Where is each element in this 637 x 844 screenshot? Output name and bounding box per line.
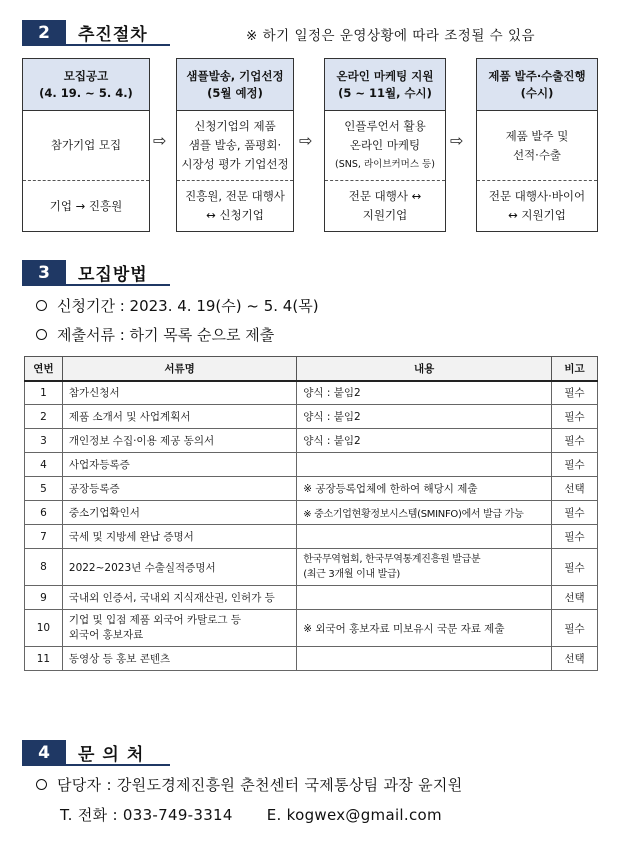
flow-step-actor-line: 지원기업 — [362, 208, 408, 222]
flow-step-1 — [22, 58, 150, 232]
flow-arrow-icon: ⇨ — [299, 131, 313, 150]
flow-step-actor — [325, 181, 445, 231]
cell-name: 중소기업확인서 — [62, 501, 296, 525]
flow-step-desc-line: 제품 발주 및 — [505, 128, 569, 143]
contact-phone: T. 전화 : 033-749-3314 — [60, 806, 233, 824]
table-row — [25, 610, 598, 647]
flow-step-actor-line: 전문 대행사·바이어 — [488, 189, 586, 203]
flow-step-date: (5월 예정) — [207, 85, 263, 100]
cell-no: 5 — [25, 477, 63, 501]
table-header-row — [25, 357, 598, 381]
cell-note: 선택 — [552, 477, 598, 501]
flow-step-title: 온라인 마케팅 지원 — [336, 68, 434, 83]
application-period-text: 신청기간 : 2023. 4. 19(수) ~ 5. 4(목) — [57, 297, 319, 315]
flow-step-actor — [177, 181, 293, 231]
contact-email: E. kogwex@gmail.com — [266, 806, 442, 824]
cell-note: 선택 — [552, 647, 598, 671]
cell-note: 필수 — [552, 549, 598, 586]
flow-step-desc-line: 신청기업의 제품 — [194, 119, 276, 133]
cell-content — [297, 647, 552, 671]
flow-step-head — [477, 59, 597, 111]
cell-no: 3 — [25, 429, 63, 453]
table-row — [25, 429, 598, 453]
col-header-note: 비고 — [552, 357, 598, 381]
cell-content — [297, 525, 552, 549]
section-title: 문의처 — [66, 740, 170, 766]
cell-content — [297, 453, 552, 477]
flow-step-actor-line: 전문 대행사 ↔ — [348, 189, 422, 203]
circle-bullet-icon — [36, 300, 47, 311]
cell-no: 2 — [25, 405, 63, 429]
flow-step-actor-line: ↔ 지원기업 — [508, 208, 566, 222]
flow-step-date: (4. 19. ~ 5. 4.) — [39, 85, 133, 100]
cell-name: 국내외 인증서, 국내외 지식재산권, 인허가 등 — [62, 586, 296, 610]
cell-name: 개인정보 수집·이용 제공 동의서 — [62, 429, 296, 453]
flow-step-title: 샘플발송, 기업선정 — [186, 68, 284, 83]
flow-step-actor — [477, 181, 597, 231]
cell-no: 10 — [25, 610, 63, 647]
flow-step-head — [325, 59, 445, 111]
cell-name: 공장등록증 — [62, 477, 296, 501]
table-row — [25, 647, 598, 671]
cell-no: 6 — [25, 501, 63, 525]
flow-step-desc-line: 인플루언서 활용 — [344, 119, 426, 133]
submission-docs-text: 제출서류 : 하기 목록 순으로 제출 — [57, 326, 275, 344]
cell-name: 사업자등록증 — [62, 453, 296, 477]
cell-name: 기업 및 입점 제품 외국어 카탈로그 등 외국어 홍보자료 — [62, 610, 296, 647]
table-row — [25, 477, 598, 501]
cell-content: ※ 공장등록업체에 한하여 해당시 제출 — [297, 477, 552, 501]
flow-step-actor-line: 진흥원, 전문 대행사 — [185, 189, 285, 203]
flow-step-head — [177, 59, 293, 111]
cell-content: 양식 : 붙임2 — [297, 381, 552, 405]
flow-step-head — [23, 59, 149, 111]
table-row — [25, 549, 598, 586]
flow-step-desc — [477, 111, 597, 181]
flow-step-date: (5 ~ 11월, 수시) — [338, 85, 432, 100]
flow-step-2 — [176, 58, 294, 232]
flow-step-desc-line: 온라인 마케팅 — [349, 138, 421, 152]
section-number: 3 — [22, 260, 66, 286]
schedule-note: ※ 하기 일정은 운영상황에 따라 조정될 수 있음 — [246, 28, 536, 44]
process-flow — [22, 58, 598, 232]
flow-step-4 — [476, 58, 598, 232]
cell-note: 필수 — [552, 610, 598, 647]
cell-name: 참가신청서 — [62, 381, 296, 405]
flow-step-desc — [177, 111, 293, 181]
table-row — [25, 453, 598, 477]
cell-note: 필수 — [552, 453, 598, 477]
section-number: 2 — [22, 20, 66, 46]
table-row — [25, 586, 598, 610]
col-header-content: 내용 — [297, 357, 552, 381]
flow-step-desc — [325, 111, 445, 181]
contact-person — [36, 774, 463, 795]
flow-step-3 — [324, 58, 446, 232]
cell-note: 필수 — [552, 405, 598, 429]
flow-arrow-icon: ⇨ — [450, 131, 464, 150]
section-number: 4 — [22, 740, 66, 766]
circle-bullet-icon — [36, 779, 47, 790]
table-row — [25, 381, 598, 405]
contact-details — [60, 804, 442, 825]
cell-name: 제품 소개서 및 사업계획서 — [62, 405, 296, 429]
cell-content: ※ 중소기업현황정보시스템(SMINFO)에서 발급 가능 — [297, 501, 552, 525]
section-title: 모집방법 — [66, 260, 170, 286]
flow-step-desc-note: (SNS, 라이브커머스 등) — [335, 159, 435, 170]
col-header-no: 연번 — [25, 357, 63, 381]
flow-step-title: 제품 발주·수출진행 — [488, 68, 586, 83]
table-row — [25, 405, 598, 429]
table-row — [25, 501, 598, 525]
col-header-name: 서류명 — [62, 357, 296, 381]
flow-step-actor-line: 기업 → 진흥원 — [49, 198, 123, 213]
cell-no: 1 — [25, 381, 63, 405]
section-title: 추진절차 — [66, 20, 170, 46]
cell-name: 2022~2023년 수출실적증명서 — [62, 549, 296, 586]
circle-bullet-icon — [36, 329, 47, 340]
section-2-header — [22, 20, 170, 46]
section-3-header — [22, 260, 170, 286]
cell-note: 필수 — [552, 501, 598, 525]
cell-content: 한국무역협회, 한국무역통계진흥원 발급분 (최근 3개월 이내 발급) — [297, 549, 552, 586]
cell-no: 8 — [25, 549, 63, 586]
documents-table — [24, 356, 598, 671]
cell-no: 11 — [25, 647, 63, 671]
cell-content: 양식 : 붙임2 — [297, 405, 552, 429]
cell-note: 필수 — [552, 525, 598, 549]
flow-arrow-icon: ⇨ — [153, 131, 167, 150]
cell-note: 필수 — [552, 381, 598, 405]
cell-no: 4 — [25, 453, 63, 477]
cell-content: 양식 : 붙임2 — [297, 429, 552, 453]
cell-name: 동영상 등 홍보 콘텐츠 — [62, 647, 296, 671]
flow-step-desc-line: 선적·수출 — [512, 147, 562, 162]
flow-step-desc-line: 시장성 평가 기업선정 — [181, 157, 289, 171]
cell-no: 7 — [25, 525, 63, 549]
flow-step-desc — [23, 111, 149, 181]
flow-step-desc-line: 참가기업 모집 — [50, 138, 122, 152]
submission-docs — [36, 324, 274, 345]
cell-content — [297, 586, 552, 610]
cell-no: 9 — [25, 586, 63, 610]
flow-step-actor — [23, 181, 149, 231]
cell-note: 필수 — [552, 429, 598, 453]
flow-step-title: 모집공고 — [63, 68, 109, 83]
contact-person-text: 담당자 : 강원도경제진흥원 춘천센터 국제통상팀 과장 윤지원 — [57, 776, 463, 794]
table-row — [25, 525, 598, 549]
section-4-header — [22, 740, 170, 766]
flow-step-date: (수시) — [520, 85, 554, 100]
cell-content: ※ 외국어 홍보자료 미보유시 국문 자료 제출 — [297, 610, 552, 647]
flow-step-desc-line: 샘플 발송, 품평회· — [188, 138, 282, 152]
application-period — [36, 295, 319, 316]
cell-note: 선택 — [552, 586, 598, 610]
flow-step-actor-line: ↔ 신청기업 — [206, 208, 264, 222]
cell-name: 국세 및 지방세 완납 증명서 — [62, 525, 296, 549]
